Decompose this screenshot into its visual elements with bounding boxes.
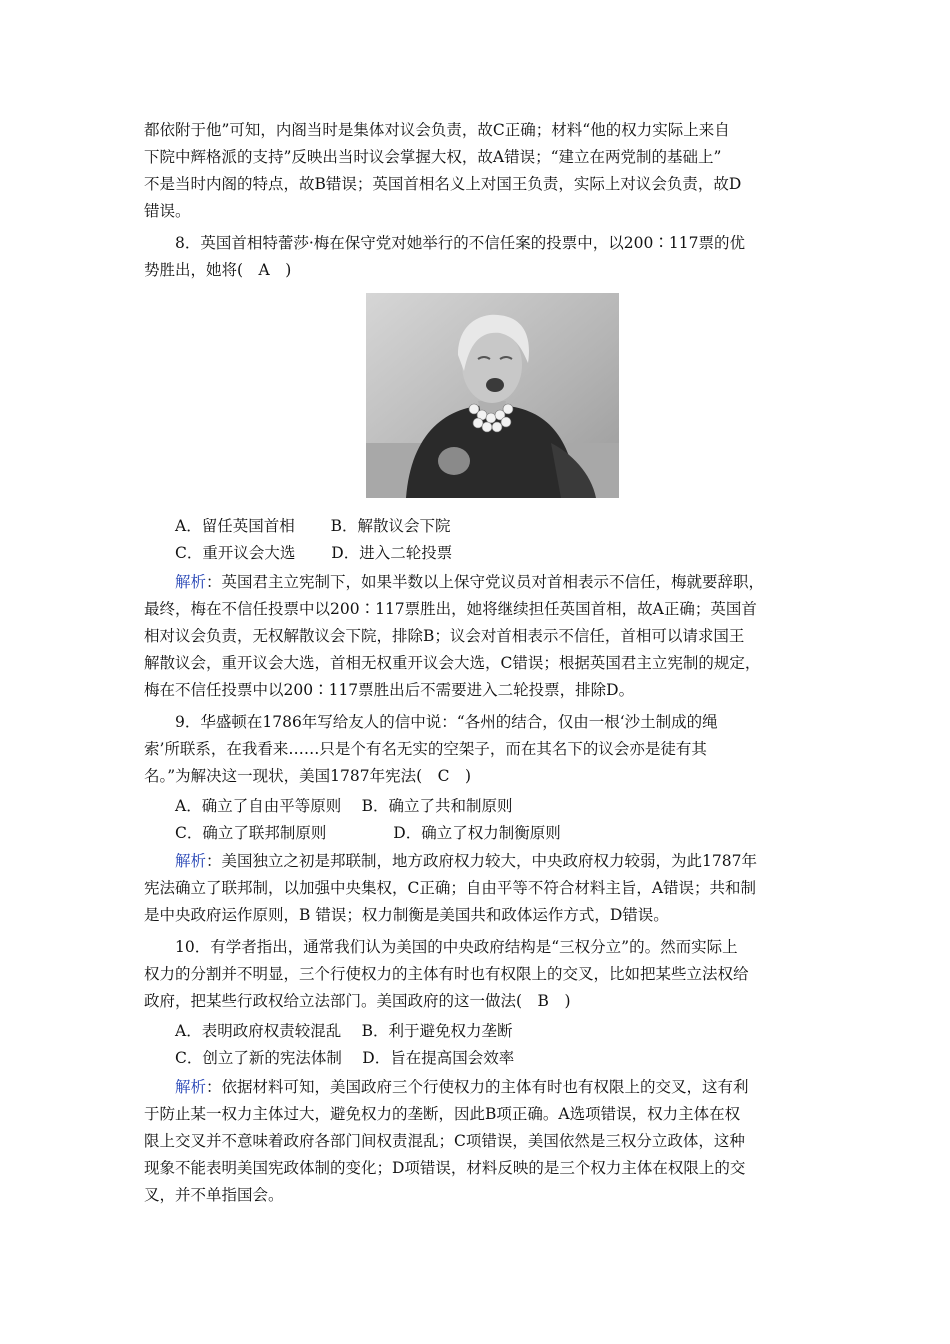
q9-analysis-line: 宪法确立了联邦制，以加强中央集权，C正确；自由平等不符合材料主旨，A错误；共和制 <box>144 879 757 897</box>
q9-stem: 索’所联系，在我看来……只是个有名无实的空架子，而在其名下的议会亦是徒有其 <box>144 740 707 758</box>
q10-options-row: A．表明政府权责较混乱 B．利于避免权力垄断 <box>175 1022 513 1040</box>
q10-options-row: C．创立了新的宪法体制 D．旨在提高国会效率 <box>175 1049 515 1067</box>
intro-line: 都依附于他”可知，内阁当时是集体对议会负责，故C正确；材料“他的权力实际上来自 <box>144 121 730 139</box>
q8-stem: 8．英国首相特蕾莎·梅在保守党对她举行的不信任案的投票中，以200∶117票的优 <box>175 234 745 252</box>
q10-stem: 权力的分割并不明显，三个行使权力的主体有时也有权限上的交叉，比如把某些立法权给 <box>144 965 749 983</box>
q9-analysis-line: 是中央政府运作原则，B 错误；权力制衡是美国共和政体运作方式，D错误。 <box>144 906 669 924</box>
q8-options-row: A．留任英国首相 B．解散议会下院 <box>175 517 451 535</box>
q8-analysis-line: 解散议会，重开议会大选，首相无权重开议会大选，C错误；根据英国君主立宪制的规定， <box>144 654 761 672</box>
q8-analysis-line: 相对议会负责，无权解散议会下院，排除B；议会对首相表示不信任，首相可以请求国王 <box>144 627 745 645</box>
q9-stem: 名。”为解决这一现状，美国1787年宪法( C ) <box>144 767 472 785</box>
q10-analysis-line: 叉，并不单指国会。 <box>144 1186 284 1204</box>
q9-options-row: C．确立了联邦制原则 D．确立了权力制衡原则 <box>175 824 561 842</box>
q9-stem: 9．华盛顿在1786年写给友人的信中说：“各州的结合，仅由一根‘沙土制成的绳 <box>175 713 718 731</box>
q8-analysis-line: 梅在不信任投票中以200∶117票胜出后不需要进入二轮投票，排除D。 <box>144 681 635 699</box>
photo-speaker <box>366 293 619 498</box>
q10-analysis-line: 解析：依据材料可知，美国政府三个行使权力的主体有时也有权限上的交叉，这有利 <box>175 1078 749 1096</box>
analysis-label: 解析 <box>175 1078 207 1096</box>
analysis-label: 解析 <box>175 852 207 870</box>
q8-analysis-line: 解析：英国君主立宪制下，如果半数以上保守党议员对首相表示不信任，梅就要辞职， <box>175 573 765 591</box>
q9-options-row: A．确立了自由平等原则 B．确立了共和制原则 <box>175 797 513 815</box>
q10-stem: 政府，把某些行政权给立法部门。美国政府的这一做法( B ) <box>144 992 571 1010</box>
q8-analysis-line: 最终，梅在不信任投票中以200∶117票胜出，她将继续担任英国首相，故A正确；英国首 <box>144 600 757 618</box>
q10-stem: 10．有学者指出，通常我们认为美国的中央政府结构是“三权分立”的。然而实际上 <box>175 938 738 956</box>
intro-line: 不是当时内阁的特点，故B错误；英国首相名义上对国王负责，实际上对议会负责，故D <box>144 175 742 193</box>
q8-options-row: C．重开议会大选 D．进入二轮投票 <box>175 544 453 562</box>
q8-stem: 势胜出，她将( A ) <box>144 261 292 279</box>
intro-line: 错误。 <box>144 202 191 220</box>
speaker-photo-illustration <box>366 293 619 498</box>
q10-analysis-line: 于防止某一权力主体过大，避免权力的垄断，因此B项正确。A选项错误，权力主体在权 <box>144 1105 741 1123</box>
analysis-label: 解析 <box>175 573 207 591</box>
q10-analysis-line: 现象不能表明美国宪政体制的变化；D项错误，材料反映的是三个权力主体在权限上的交 <box>144 1159 746 1177</box>
q10-analysis-line: 限上交叉并不意味着政府各部门间权责混乱；C项错误，美国依然是三权分立政体，这种 <box>144 1132 745 1150</box>
q9-analysis-line: 解析：美国独立之初是邦联制，地方政府权力较大，中央政府权力较弱，为此1787年 <box>175 852 757 870</box>
intro-line: 下院中辉格派的支持”反映出当时议会掌握大权，故A错误；“建立在两党制的基础上” <box>144 148 722 166</box>
